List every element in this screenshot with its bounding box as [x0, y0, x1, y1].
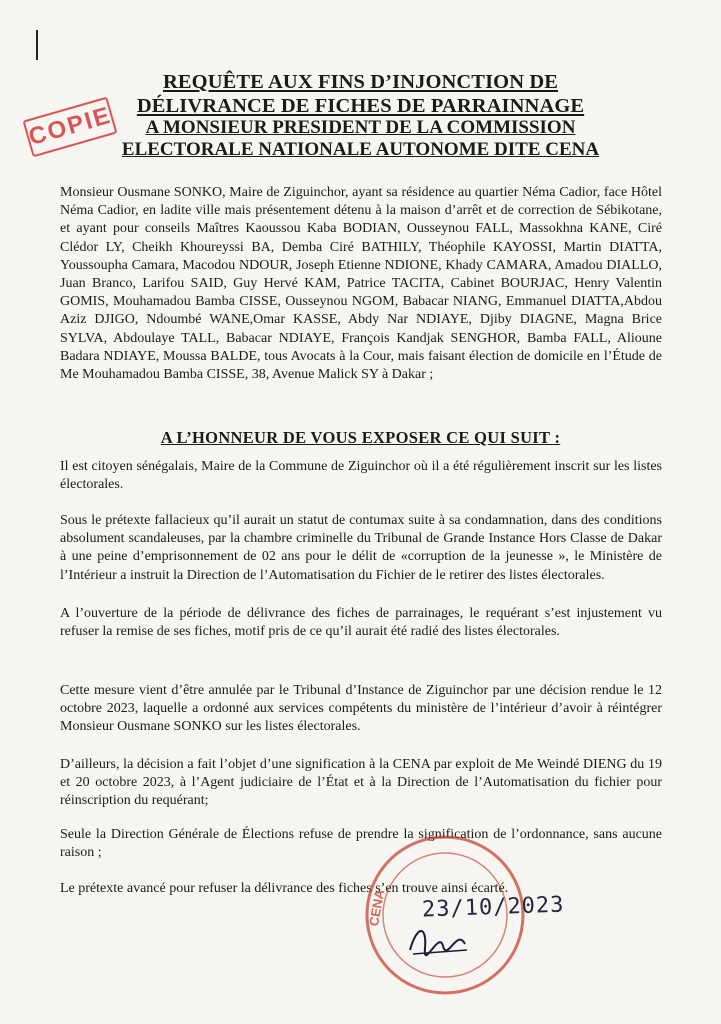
addressee-line-2: ELECTORALE NATIONALE AUTONOME DITE CENA — [121, 139, 600, 160]
handwritten-date: 23/10/2023 — [421, 892, 565, 923]
paragraph-pretext: Sous le prétexte fallacieux qu’il aurait un statut de contumax suite à sa condamnation, dans des conditions absolument scandaleuses, par la chambre criminelle du Tribunal de Grande Instance Hors Classe de Dakar à une peine d’emprisonnement de 02 ans pour le délit de «corruption de la jeunesse », le Ministère de l’Intérieur a instruit la Direction de l’Automatisation du Fichier de le retirer des listes électorales. — [60, 513, 662, 583]
signature-mark — [405, 920, 475, 960]
margin-mark — [36, 30, 38, 60]
paragraph-citizenship: Il est citoyen sénégalais, Maire de la Commune de Ziguinchor où il a été régulièrement inscrit sur les listes électorales. — [60, 459, 662, 493]
addressee-heading — [0, 117, 721, 161]
paragraph-annulment: Cette mesure vient d’être annulée par le Tribunal d’Instance de Ziguinchor par une décision rendue le 12 octobre 2023, laquelle a ordonné aux services compétents du ministère de l’intérieur d’avoir à réintégrer Monsieur Ousmane SONKO sur les listes électorales. — [60, 683, 662, 735]
title-line-1: REQUÊTE AUX FINS D’INJONCTION DE — [162, 71, 559, 93]
intro-paragraph: Monsieur Ousmane SONKO, Maire de Ziguinchor, ayant sa résidence au quartier Néma Cadior, face Hôtel Néma Cadior, en ladite ville mais présentement détenu à la maison d’arrêt et de correction de Sébikotane, et ayant pour conseils Maîtres Kaoussou Kaba BODIAN, Ousseynou FALL, Massokhna KANE, Ciré Clédor LY, Cheikh Khoureyssi BA, Demba Ciré BATHILY, Théophile KAYOSSI, Martin DIATTA, Youssoupha Camara, Macodou NDOUR, Joseph Etienne NDIONE, Khady CAMARA, Amadou DIALLO, Juan Branco, Larifou SAID, Guy Hervé KAM, Patrice TACITA, Cabinet BOURJAC, Henry Valentin GOMIS, Mouhamadou Bamba CISSE, Ousseynou NGOM, Babacar NIANG, Emmanuel DIATTA,Abdou Aziz DJIGO, Ndoumbé WANE,Omar KASSE, Abdy Nar NDIAYE, Djiby DIAGNE, Magna Brice SYLVA, Abdoulaye TALL, Babacar NDIAYE, François Kandjak SENGHOR, Bamba FALL, Alioune Badara NDIAYE, Moussa BALDE, tous Avocats à la Cour, mais faisant élection de domicile en l’Étude de Me Mouhamadou Bamba CISSE, 38, Avenue Malick SY à Dakar ; — [60, 185, 662, 383]
section-heading: A L’HONNEUR DE VOUS EXPOSER CE QUI SUIT : — [160, 428, 561, 447]
paragraph-signification: D’ailleurs, la décision a fait l’objet d’une signification à la CENA par exploit de Me Weindé DIENG du 19 et 20 octobre 2023, à l’Agent judiciaire de l’État et à la Direction de l’Automatisation du fichier pour réinscription du requérant; — [60, 757, 662, 809]
paragraph-refusal: A l’ouverture de la période de délivrance des fiches de parrainages, le requérant s’est injustement vu refuser la remise de ses fiches, motif pris de ce qu’il aurait été radié des listes électorales. — [60, 606, 662, 640]
copy-stamp: COPIE — [22, 97, 117, 158]
stamp-text: CENA — [366, 888, 388, 928]
paragraph-dge-refusal: Seule la Direction Générale de Élections refuse de prendre la signification de l’ordonnance, sans aucune raison ; — [60, 827, 662, 861]
paragraph-conclusion: Le prétexte avancé pour refuser la délivrance des fiches s’en trouve ainsi écarté. — [60, 881, 509, 896]
title-line-2: DÉLIVRANCE DE FICHES DE PARRAINNAGE — [136, 95, 585, 117]
addressee-line-1: A MONSIEUR PRESIDENT DE LA COMMISSION — [145, 117, 576, 138]
